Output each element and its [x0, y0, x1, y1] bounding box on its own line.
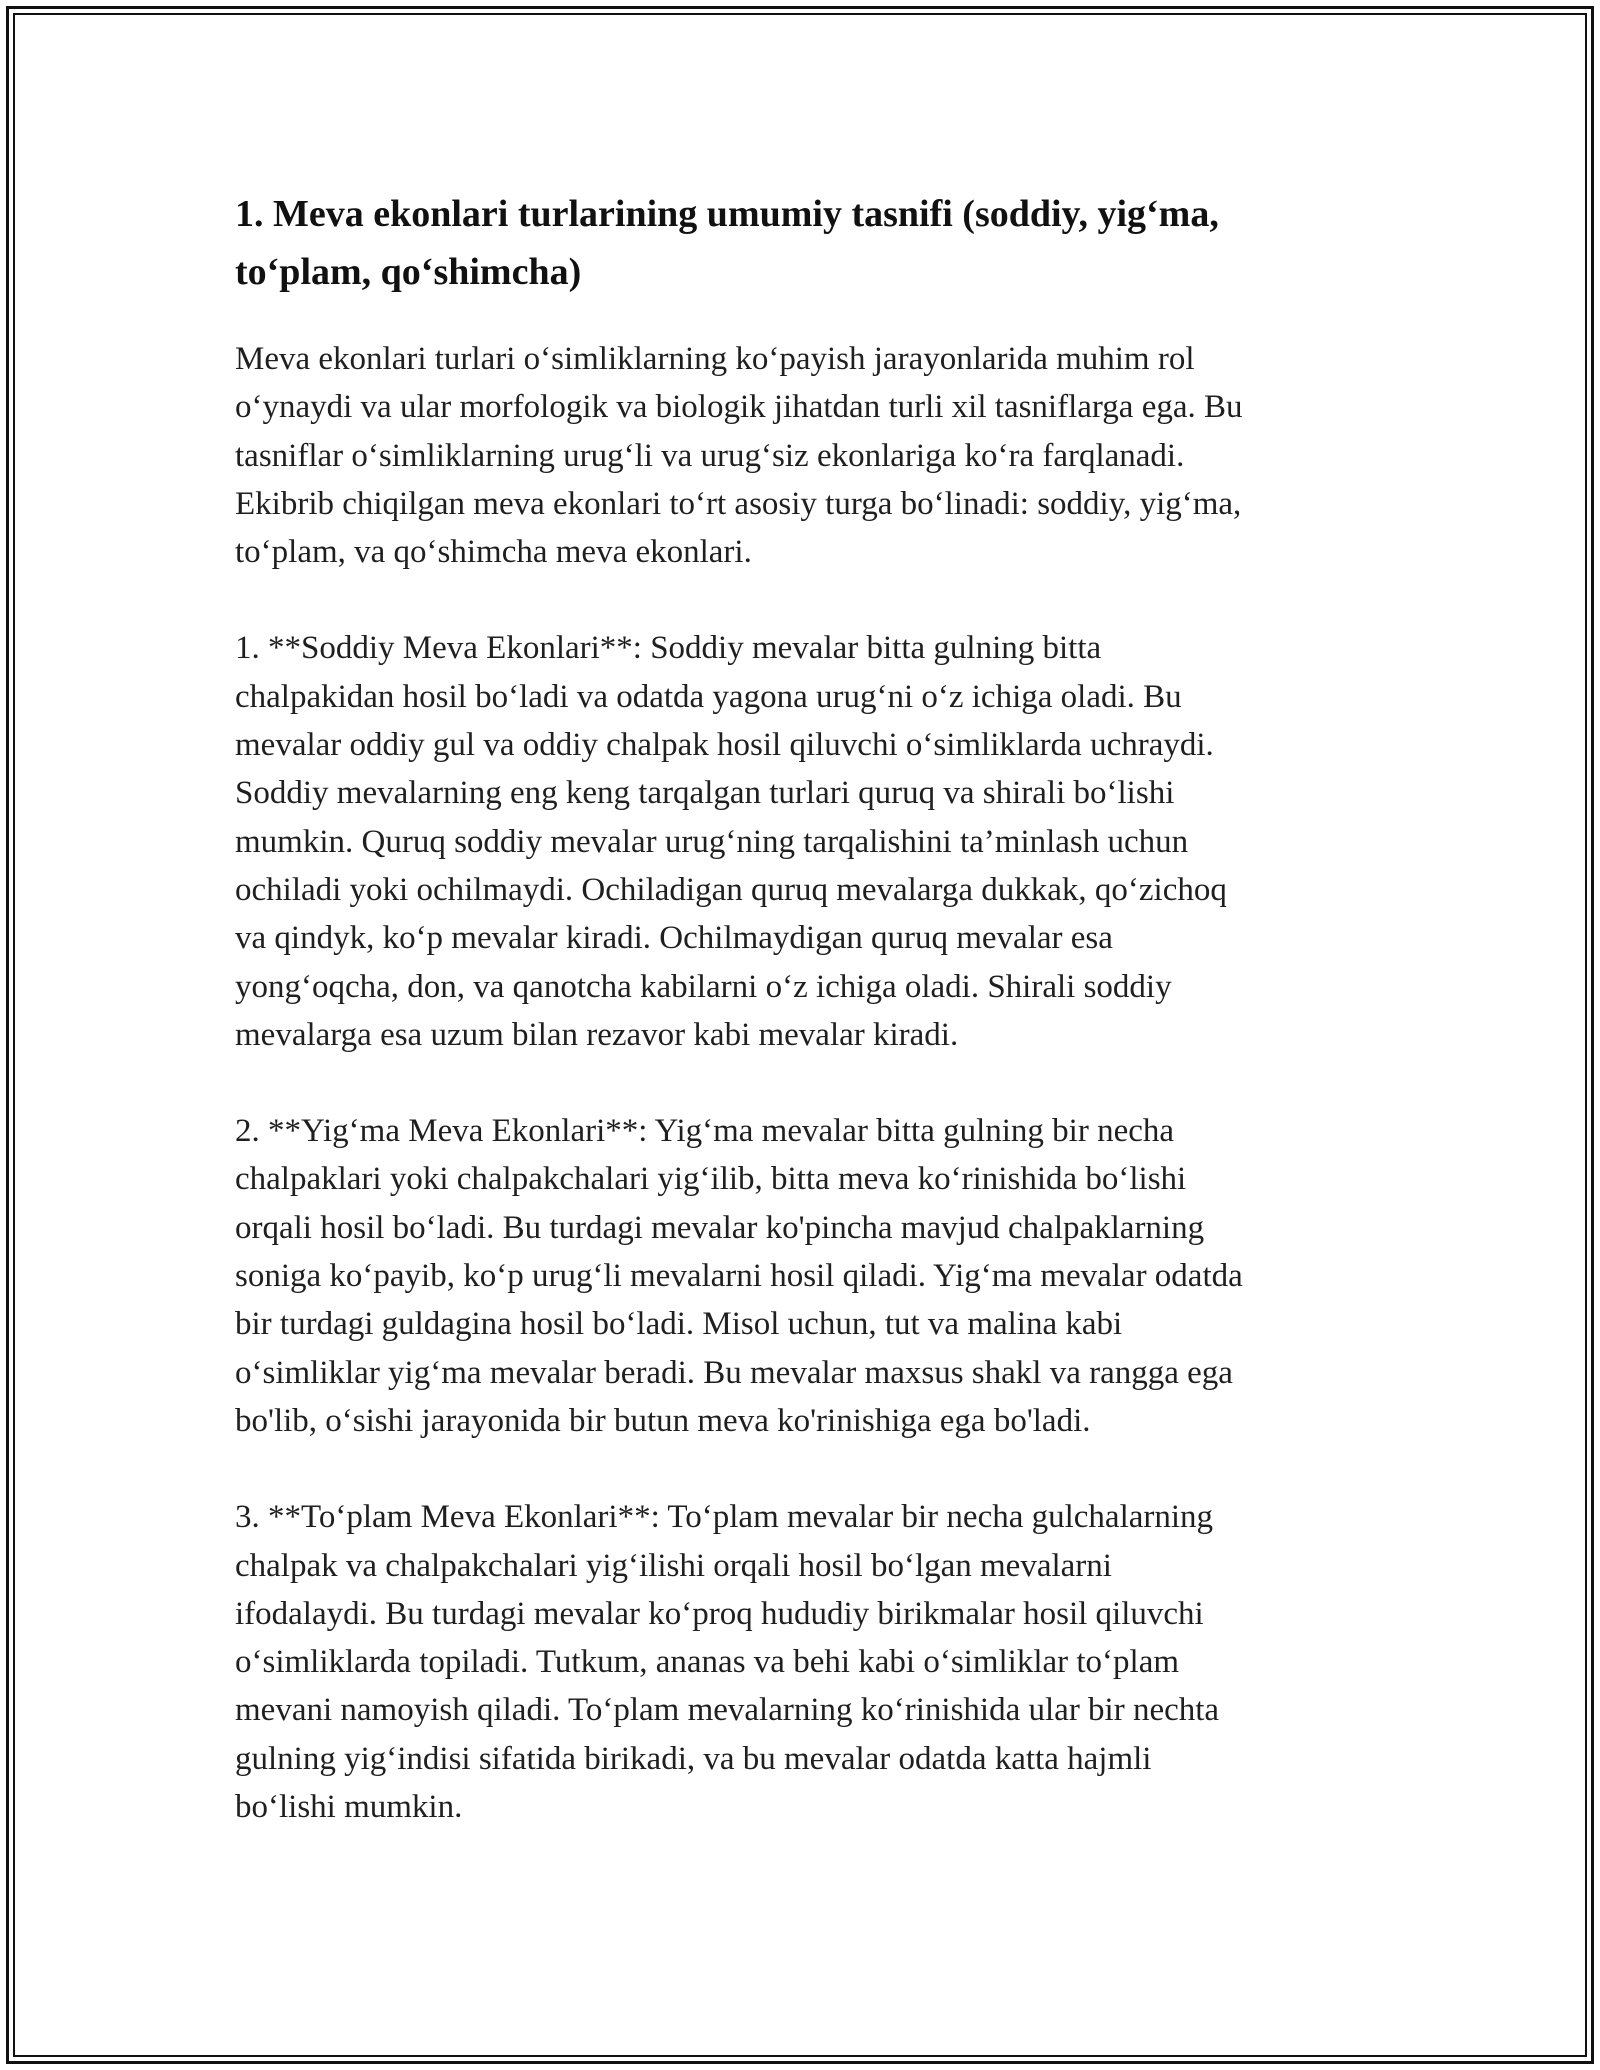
- text-line: mumkin. Quruq soddiy mevalar urug‘ning tarqalishini ta’minlash uchun: [235, 823, 1189, 860]
- text-line: va qindyk, ko‘p mevalar kiradi. Ochilmaydigan quruq mevalar esa: [235, 920, 1113, 957]
- heading-line: 1. Meva ekonlari turlarining umumiy tasnifi (soddiy, yig‘ma,: [235, 193, 1219, 235]
- text-line: o‘simliklarda topiladi. Tutkum, ananas va behi kabi o‘simliklar to‘plam: [235, 1644, 1180, 1681]
- document-page: [235, 185, 1365, 1831]
- paragraph: [235, 1493, 1365, 1831]
- section-heading: [235, 185, 1365, 301]
- text-line: bir turdagi guldagina hosil bo‘ladi. Misol uchun, tut va malina kabi: [235, 1306, 1123, 1343]
- text-line: to‘plam, va qo‘shimcha meva ekonlari.: [235, 534, 752, 571]
- text-line: 2. **Yig‘ma Meva Ekonlari**: Yig‘ma mevalar bitta gulning bir necha: [235, 1113, 1175, 1150]
- text-line: ochiladi yoki ochilmaydi. Ochiladigan quruq mevalarga dukkak, qo‘zichoq: [235, 871, 1227, 908]
- text-line: orqali hosil bo‘ladi. Bu turdagi mevalar ko'pincha mavjud chalpaklarning: [235, 1209, 1205, 1246]
- text-line: gulning yig‘indisi sifatida birikadi, va bu mevalar odatda katta hajmli: [235, 1740, 1152, 1777]
- heading-line: to‘plam, qo‘shimcha): [235, 251, 582, 293]
- text-line: bo‘lishi mumkin.: [235, 1789, 463, 1826]
- paragraph: [235, 335, 1365, 576]
- text-line: Soddiy mevalarning eng keng tarqalgan turlari quruq va shirali bo‘lishi: [235, 775, 1175, 812]
- text-line: o‘ynaydi va ular morfologik va biologik jihatdan turli xil tasniflarga ega. Bu: [235, 389, 1243, 426]
- text-line: 1. **Soddiy Meva Ekonlari**: Soddiy mevalar bitta gulning bitta: [235, 630, 1102, 667]
- paragraph: [235, 1107, 1365, 1445]
- body-text: [235, 335, 1365, 1831]
- text-line: mevani namoyish qiladi. To‘plam mevalarning ko‘rinishida ular bir nechta: [235, 1692, 1220, 1729]
- text-line: chalpak va chalpakchalari yig‘ilishi orqali hosil bo‘lgan mevalarni: [235, 1547, 1112, 1584]
- text-line: tasniflar o‘simliklarning urug‘li va urug‘siz ekonlariga ko‘ra farqlanadi.: [235, 437, 1185, 474]
- text-line: 3. **To‘plam Meva Ekonlari**: To‘plam mevalar bir necha gulchalarning: [235, 1499, 1214, 1536]
- text-line: o‘simliklar yig‘ma mevalar beradi. Bu mevalar maxsus shakl va rangga ega: [235, 1354, 1233, 1391]
- text-line: soniga ko‘payib, ko‘p urug‘li mevalarni hosil qiladi. Yig‘ma mevalar odatda: [235, 1258, 1243, 1295]
- text-line: chalpaklari yoki chalpakchalari yig‘ilib, bitta meva ko‘rinishida bo‘lishi: [235, 1161, 1187, 1198]
- paragraph: [235, 624, 1365, 1059]
- text-line: yong‘oqcha, don, va qanotcha kabilarni o‘z ichiga oladi. Shirali soddiy: [235, 968, 1172, 1005]
- text-line: Meva ekonlari turlari o‘simliklarning ko‘payish jarayonlarida muhim rol: [235, 341, 1195, 377]
- text-line: ifodalaydi. Bu turdagi mevalar ko‘proq hududiy birikmalar hosil qiluvchi: [235, 1595, 1204, 1632]
- text-line: chalpakidan hosil bo‘ladi va odatda yagona urug‘ni o‘z ichiga oladi. Bu: [235, 678, 1182, 715]
- text-line: bo'lib, o‘sishi jarayonida bir butun meva ko'rinishiga ega bo'ladi.: [235, 1402, 1091, 1439]
- text-line: mevalarga esa uzum bilan rezavor kabi mevalar kiradi.: [235, 1016, 959, 1053]
- text-line: Ekibrib chiqilgan meva ekonlari to‘rt asosiy turga bo‘linadi: soddiy, yig‘ma,: [235, 485, 1242, 522]
- text-line: mevalar oddiy gul va oddiy chalpak hosil qiluvchi o‘simliklarda uchraydi.: [235, 727, 1214, 764]
